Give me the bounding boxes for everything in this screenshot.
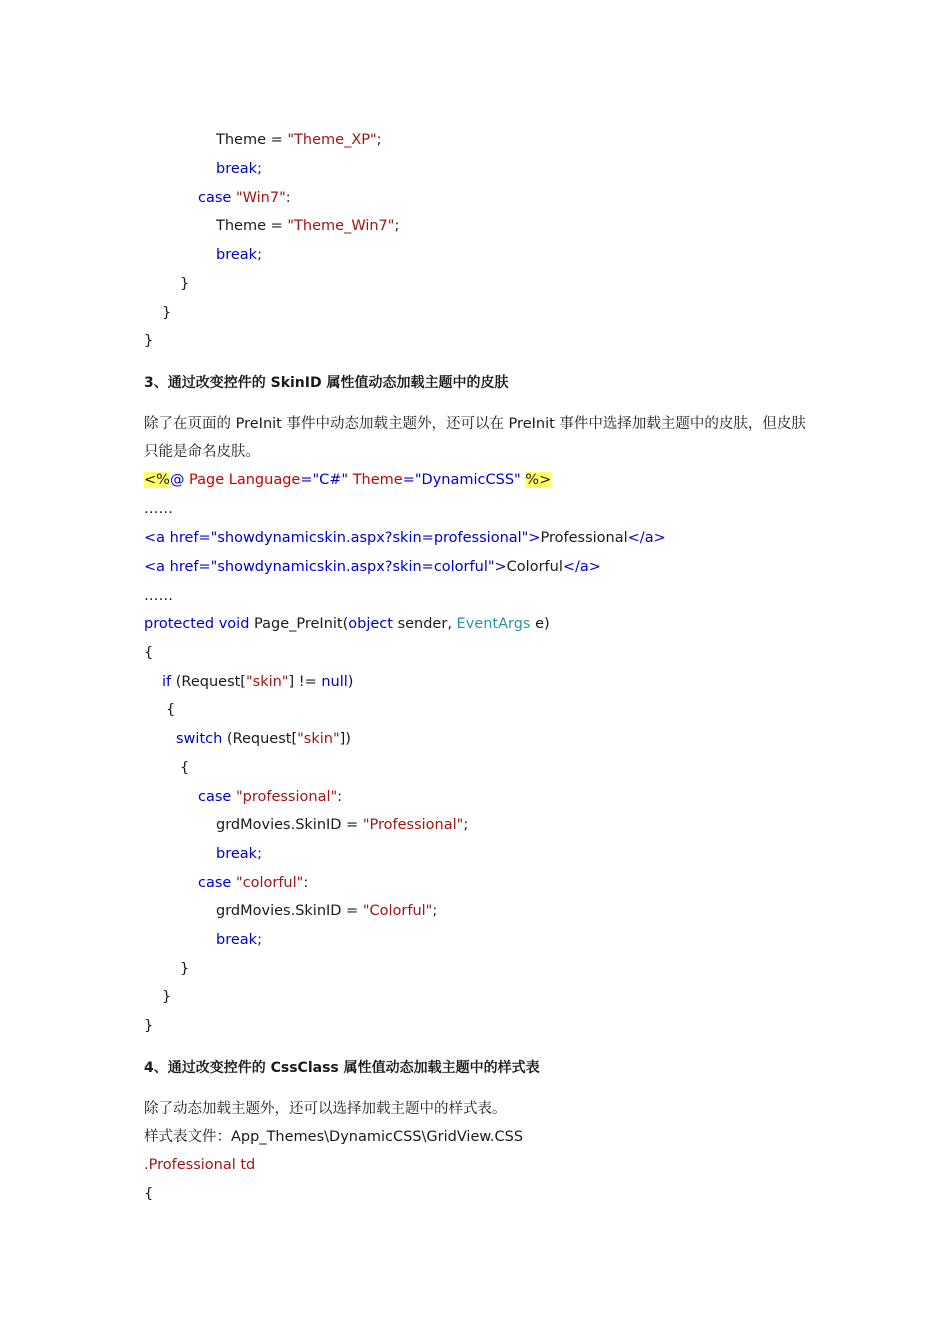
code-line: case "Win7": <box>198 190 291 206</box>
code-line: Theme = "Theme_Win7"; <box>216 218 400 234</box>
code-line: { <box>166 702 176 718</box>
code-line: grdMovies.SkinID = "Professional"; <box>216 817 469 833</box>
code-line: } <box>180 276 190 292</box>
code-line: { <box>180 760 190 776</box>
code-line: …… <box>144 501 173 517</box>
code-line: } <box>162 989 172 1005</box>
paragraph-line: 除了动态加载主题外，还可以选择加载主题中的样式表。 <box>144 1101 507 1117</box>
code-line-link: <a href="showdynamicskin.aspx?skin=colorful">Colorful</a> <box>144 559 601 575</box>
code-line: case "professional": <box>198 789 343 805</box>
code-line: switch (Request["skin"]) <box>176 731 351 747</box>
code-line-link: <a href="showdynamicskin.aspx?skin=professional">Professional</a> <box>144 530 666 546</box>
code-line-css-selector: .Professional td <box>144 1157 256 1173</box>
paragraph-line: 除了在页面的 PreInit 事件中动态加载主题外，还可以在 PreInit 事件中选择加载主题中的皮肤，但皮肤 <box>144 416 806 432</box>
code-line: } <box>144 1018 154 1034</box>
code-line: break; <box>216 247 262 263</box>
code-line: grdMovies.SkinID = "Colorful"; <box>216 903 438 919</box>
code-line-directive: <%@ Page Language="C#" Theme="DynamicCSS" %> <box>144 472 552 488</box>
section-heading: 4、通过改变控件的 CssClass 属性值动态加载主题中的样式表 <box>144 1060 540 1076</box>
code-line: Theme = "Theme_XP"; <box>216 132 382 148</box>
code-line: …… <box>144 588 173 604</box>
code-line: } <box>162 305 172 321</box>
code-line: case "colorful": <box>198 875 309 891</box>
paragraph-line: 样式表文件：App_Themes\DynamicCSS\GridView.CSS <box>144 1129 524 1145</box>
code-line: break; <box>216 161 262 177</box>
code-line: if (Request["skin"] != null) <box>162 674 354 690</box>
code-line: } <box>144 333 154 349</box>
section-heading: 3、通过改变控件的 SkinID 属性值动态加载主题中的皮肤 <box>144 375 509 391</box>
code-line-method: protected void Page_PreInit(object sender, EventArgs e) <box>144 616 550 632</box>
code-line: { <box>144 1186 154 1202</box>
paragraph-line: 只能是命名皮肤。 <box>144 444 260 460</box>
code-line: break; <box>216 932 262 948</box>
code-line: { <box>144 645 154 661</box>
code-line: break; <box>216 846 262 862</box>
code-line: } <box>180 961 190 977</box>
